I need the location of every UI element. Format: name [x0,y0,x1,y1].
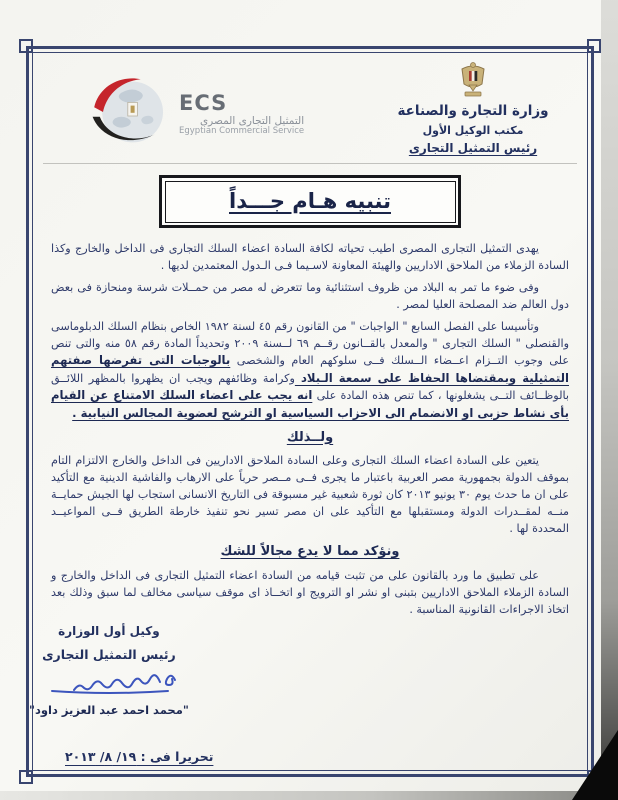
scan-artifact-right-edge [601,0,618,800]
notice-title: تنبيه هـام جـــداً [229,188,391,213]
legal-basis-text: وتأسيسا على الفصل السابع " الواجبات " من القانون رقم ٤٥ لسنة ١٩٨٢ الخاص بنظام السلك الدبلوماسى والقنصلى " السلك التجارى " والمعدل بالقــانون رقــم ٦٩ لــسنة ٢٠٠٩ وتحديداً المادة رقم ٥٨ منه والتى تنص على وجوب التــزام اعــضاء الــسلك فــى سلوكهم العام والشخصى [51,320,569,368]
office-name: مكتب الوكيل الأول [422,124,524,137]
heading-assertion: ونؤكد مما لا يدع مجالاً للشك [220,544,400,560]
letterhead [29,49,591,161]
ecs-english-name: Egyptian Commercial Service [179,126,305,137]
paragraph-obligation: يتعين على السادة اعضاء السلك التجارى وعلى السادة الملاحق الاداريين فى الداخل والخارج الالتزام التام بموقف الدولة بجمهورية مصر العربية باعتبار ما يجرى فــى مــصر حرباً على الارهاب والفاشية الدينية مع التأكيد على ان ما حدث يوم ٣٠ يونيو ٢٠١٣ كان ثورة شعبية غير مسبوقة فى التاريخ الانسانى استجاب لها الجيش حمايــة منــه لمقــدرات الدولة ومستقبلها مع التأكيد على ان مصر تسير نحو تنفيذ خارطة الطريق فــى المواعيــد المحددة لها . [51,454,569,536]
ministry-block [373,61,573,161]
document-frame [26,46,594,777]
ecs-globe-icon [91,72,171,156]
egypt-eagle-emblem-icon [373,61,573,101]
scan-artifact-bottom-edge [0,791,618,800]
issue-date: تحريرا فى : ١٩/ ٨/ ٢٠١٣ [65,749,214,764]
signer-name: "محمد احمد عبد العزيز داود" [29,703,189,718]
ecs-logo [91,67,304,161]
ecs-arabic-name: التمثيل التجارى المصرى [199,115,305,128]
signer-title-undersecretary: وكيل أول الوزارة [58,624,160,639]
ecs-abbreviation: ECS [179,91,228,116]
heading-therefore: ولــذلك [286,429,334,445]
legal-basis-emphasis-duties: بالوجبات التى تفرضها صفتهم التمثيلية وبمقتضاها الحفاظ على سمعة الـبلاد [51,353,569,385]
paragraph-enforcement: على تطبيق ما ورد بالقانون على من تثبت قيامه من السادة اعضاء التمثيل التجارى فى الداخل والخارج و السادة الزملاء الملاحق الاداريين بتبنى او نشر او الترويج او اتخــاذ اى موقف سياسى مخالف لما سبق وذلك بعد اتخاذ الاجراءات القانونية المناسبة . [51,569,569,617]
paragraph-greeting: يهدى التمثيل التجارى المصرى اطيب تحياته لكافة السادة اعضاء السلك التجارى فى الداخل والخارج وكذا السادة الزملاء من الملاحق الاداريين والهيئة المعاونة لاسـيما فـى الـدول المعتمدين لديها . [51,242,569,273]
signer-title-head: رئيس التمثيل التجارى [42,647,176,663]
legal-basis-text-continued: وكرامة وظائفهم ويجب ان يظهروا بالمظهر اللائــق بالوظــائف التــى يشغلونها ، كما تنص هذه المادة على [51,371,569,403]
head-of-commercial-service: رئيس التمثيل التجارى [408,141,538,155]
ecs-logo-text [179,91,304,137]
paragraph-context: وفى ضوء ما تمر به البلاد من ظروف استثنائية وما تتعرض له مصر من حمــلات شرسة ومنحازة فى بعض دول العالم ضد المصلحة العليا لمصر . [51,281,569,312]
ministry-name: وزارة التجارة والصناعة [397,103,549,119]
legal-basis-emphasis-prohibition: انه يجب على اعضاء السلك الامتناع عن القيام بأى نشاط حزبى او الانضمام الى الاحزاب السياسية او الترشح لعضوية المجالس النيابية . [51,388,569,420]
frame-corner-ornament [19,770,33,784]
